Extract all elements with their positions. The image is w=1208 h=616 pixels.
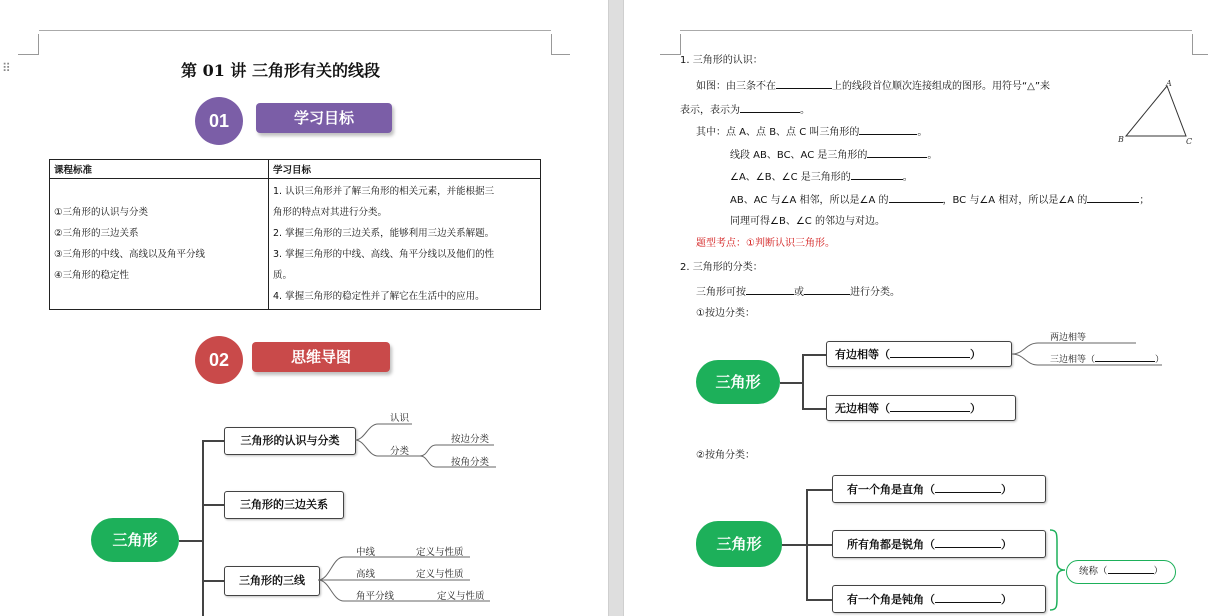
- table-header: 课程标准: [50, 160, 269, 179]
- mindmap-root: 三角形: [696, 360, 780, 404]
- connector: [806, 599, 832, 601]
- mindmap-leaf: 角平分线: [356, 591, 395, 602]
- mindmap-leaf: 定义与性质: [416, 569, 464, 580]
- text-segment: 。: [927, 150, 938, 161]
- goal-line: 质。: [273, 270, 293, 281]
- mindmap-leaf: 分类: [390, 446, 410, 457]
- text-segment: 上的线段首位顺次连接组成的图形。用符号“△”来: [832, 81, 1051, 92]
- mindmap-node: [826, 341, 1012, 367]
- connector: [806, 489, 832, 491]
- page-gap: [608, 0, 624, 616]
- node-label: 有一个角是钝角（: [847, 593, 935, 606]
- text-segment: 或: [794, 287, 804, 298]
- fill-blank[interactable]: [1095, 352, 1155, 362]
- brace: [1048, 528, 1068, 612]
- header-rule: [680, 30, 1192, 31]
- mindmap-root: 三角形: [91, 518, 179, 562]
- standard-item: ①三角形的认识与分类: [54, 207, 149, 218]
- text-line: [730, 147, 937, 163]
- fill-blank[interactable]: [746, 284, 794, 295]
- connector: [780, 382, 802, 384]
- section-number-badge: 01: [195, 97, 243, 145]
- mindmap-leaf: 高线: [356, 569, 376, 580]
- node-label: ）: [1001, 593, 1012, 606]
- text-segment: 。: [800, 105, 810, 116]
- crop-mark: [1192, 34, 1208, 55]
- text-line: ②按角分类：: [696, 450, 755, 461]
- mindmap-node: 三角形的认识与分类: [224, 427, 356, 455]
- text-segment: 。: [902, 172, 913, 183]
- node-label: 无边相等（: [835, 402, 890, 415]
- fill-blank[interactable]: [935, 482, 1001, 493]
- fill-blank[interactable]: [851, 169, 903, 180]
- goal-line: 4. 掌握三角形的稳定性并了解它在生活中的应用。: [273, 291, 485, 302]
- drag-handle-icon[interactable]: ⠿: [2, 61, 11, 75]
- connector: [802, 354, 826, 356]
- text-segment: 进行分类。: [850, 287, 900, 298]
- node-label: 有一个角是直角（: [847, 483, 935, 496]
- fill-blank[interactable]: [804, 284, 850, 295]
- mindmap-leaf: 按角分类: [451, 457, 490, 468]
- mindmap-leaf: 认识: [390, 413, 410, 424]
- exam-note: 题型考点：①判断认识三角形。: [696, 238, 835, 249]
- connector: [802, 408, 826, 410]
- vertex-label: A: [1166, 79, 1172, 88]
- text-line: [696, 124, 927, 140]
- node-label: ）: [1001, 483, 1012, 496]
- right-page: [624, 0, 1208, 616]
- mindmap-leaf: 定义与性质: [437, 591, 485, 602]
- crop-mark: [660, 34, 681, 55]
- standard-item: ③三角形的中线、高线以及角平分线: [54, 249, 206, 260]
- fill-blank[interactable]: [859, 124, 917, 135]
- text-segment: 表示，表示为: [680, 105, 740, 116]
- mindmap-leaf: 定义与性质: [416, 547, 464, 558]
- leaf-label: 三边相等（: [1050, 355, 1096, 365]
- table-header: 学习目标: [269, 160, 541, 179]
- mindmap-node: 三角形的三边关系: [224, 491, 344, 519]
- section-title-banner: 学习目标: [256, 103, 392, 133]
- mindmap-leaf: [1050, 352, 1164, 365]
- node-label: ）: [1001, 538, 1012, 551]
- text-line: [680, 102, 810, 118]
- fill-blank[interactable]: [740, 102, 800, 113]
- mindmap-leaf: 两边相等: [1050, 333, 1087, 343]
- fill-blank[interactable]: [890, 401, 970, 412]
- fill-blank[interactable]: [867, 147, 927, 158]
- connector: [802, 354, 804, 409]
- text-segment: ∠A、∠B、∠C 是三角形的: [730, 172, 851, 183]
- node-label: ）: [970, 402, 981, 415]
- text-line: ①按边分类：: [696, 308, 755, 319]
- section-heading: 1. 三角形的认识：: [680, 55, 763, 66]
- fill-blank[interactable]: [889, 192, 943, 203]
- node-label: 所有角都是锐角（: [847, 538, 935, 551]
- standard-item: ④三角形的稳定性: [54, 270, 130, 281]
- text-segment: ；: [1139, 195, 1150, 206]
- leaf-label: ）: [1155, 355, 1165, 365]
- pill-label: 统称（: [1078, 566, 1108, 577]
- section-title-banner: 思维导图: [252, 342, 390, 372]
- goal-line: 1. 认识三角形并了解三角形的相关元素，并能根据三: [273, 186, 495, 197]
- text-segment: 三角形可按: [696, 287, 746, 298]
- fill-blank[interactable]: [1087, 192, 1139, 203]
- goal-line: 角形的特点对其进行分类。: [273, 207, 388, 218]
- text-line: 同理可得∠B、∠C 的邻边与对边。: [730, 216, 885, 227]
- page-title: 第 01 讲 三角形有关的线段: [181, 61, 380, 80]
- mindmap-root: 三角形: [696, 521, 782, 567]
- pill-label: ）: [1153, 566, 1164, 577]
- text-segment: AB、AC 与∠A 相邻，所以是∠A 的: [730, 195, 889, 206]
- triangle-figure: [1118, 78, 1194, 148]
- general-term-pill: [1066, 560, 1176, 584]
- text-segment: 如图：由三条不在: [696, 81, 776, 92]
- text-line: [696, 284, 900, 300]
- text-segment: ，BC 与∠A 相对，所以是∠A 的: [942, 195, 1088, 206]
- node-label: 有边相等（: [835, 348, 890, 361]
- fill-blank[interactable]: [935, 592, 1001, 603]
- text-line: [696, 78, 1050, 94]
- text-segment: 。: [917, 127, 928, 138]
- text-segment: 其中：点 A、点 B、点 C 叫三角形的: [696, 127, 860, 138]
- text-segment: 线段 AB、BC、AC 是三角形的: [730, 150, 868, 161]
- fill-blank[interactable]: [1108, 564, 1154, 574]
- text-line: [730, 192, 1149, 208]
- goal-line: 2. 掌握三角形的三边关系，能够利用三边关系解题。: [273, 228, 495, 239]
- mindmap-node: [832, 530, 1046, 558]
- text-line: [730, 169, 913, 185]
- connector: [782, 544, 806, 546]
- goal-line: 3. 掌握三角形的中线、高线、角平分线以及他们的性: [273, 249, 495, 260]
- section-number-badge: 02: [195, 336, 243, 384]
- standard-item: ②三角形的三边关系: [54, 228, 139, 239]
- mindmap-node: [826, 395, 1016, 421]
- vertex-label: B: [1118, 135, 1124, 144]
- fill-blank[interactable]: [776, 78, 832, 89]
- mindmap-node: 三角形的三线: [224, 566, 320, 596]
- section-heading: 2. 三角形的分类：: [680, 262, 763, 273]
- mindmap-node: [832, 585, 1046, 613]
- node-label: ）: [970, 348, 981, 361]
- mindmap-leaf: 中线: [356, 547, 376, 558]
- vertex-label: C: [1186, 137, 1193, 146]
- mindmap-leaf: 按边分类: [451, 434, 490, 445]
- fill-blank[interactable]: [935, 537, 1001, 548]
- mindmap-node: [832, 475, 1046, 503]
- connector: [806, 544, 832, 546]
- fill-blank[interactable]: [890, 347, 970, 358]
